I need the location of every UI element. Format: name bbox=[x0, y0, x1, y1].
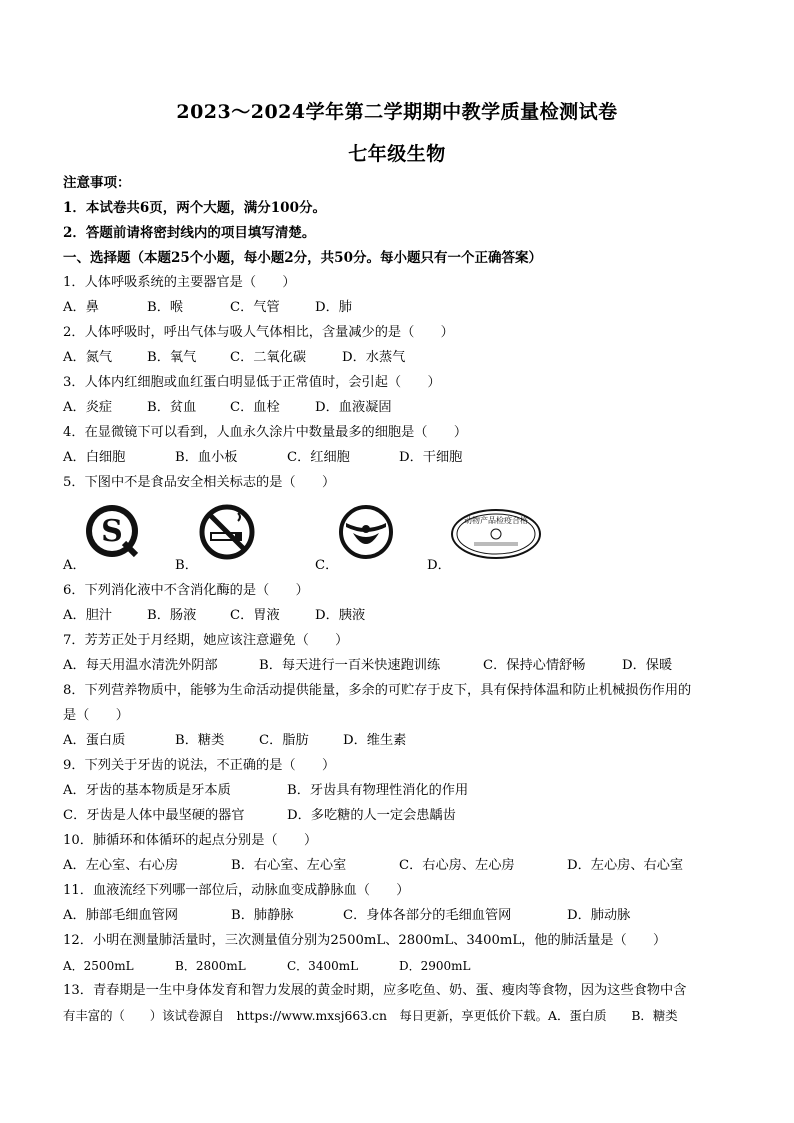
green-food-icon bbox=[337, 503, 395, 561]
option: C．气管 bbox=[230, 300, 280, 315]
quarantine-stamp-icon bbox=[450, 508, 542, 560]
question-text: 3．人体内红细胞或血红蛋白明显低于正常值时，会引起（ ） bbox=[63, 375, 441, 390]
option: C．3400mL bbox=[287, 959, 359, 973]
question-text: 13．青春期是一生中身体发育和智力发展的黄金时期，应多吃鱼、奶、蛋、瘦肉等食物，因为这些食物中含 bbox=[63, 983, 687, 998]
option: D．2900mL bbox=[399, 959, 471, 973]
question-text: 8．下列营养物质中，能够为生命活动提供能量，多余的可贮存于皮下，具有保持体温和防止机械损伤作用的 bbox=[63, 683, 692, 698]
option: A．每天用温水清洗外阴部 bbox=[63, 658, 218, 673]
note-item: 2．答题前请将密封线内的项目填写清楚。 bbox=[63, 225, 316, 241]
option: B．2800mL bbox=[175, 959, 246, 973]
option: C．二氧化碳 bbox=[230, 350, 307, 365]
option: A．鼻 bbox=[63, 300, 99, 315]
option: B．肺静脉 bbox=[231, 908, 294, 923]
option: A．左心室、右心房 bbox=[63, 858, 179, 873]
question-text: 1．人体呼吸系统的主要器官是（ ） bbox=[63, 275, 296, 290]
option: B．每天进行一百米快速跑训练 bbox=[259, 658, 441, 673]
stamp-text: 动物产品检疫合格 bbox=[464, 516, 528, 525]
option: B．牙齿具有物理性消化的作用 bbox=[287, 783, 469, 798]
option: D．维生素 bbox=[343, 733, 407, 748]
option: D．水蒸气 bbox=[342, 350, 406, 365]
svg-text:S: S bbox=[101, 514, 123, 549]
option: B．喉 bbox=[147, 300, 184, 315]
option: A．牙齿的基本物质是牙本质 bbox=[63, 783, 231, 798]
option: A．肺部毛细血管网 bbox=[63, 908, 179, 923]
option: D．胰液 bbox=[315, 608, 366, 623]
option: C．红细胞 bbox=[287, 450, 350, 465]
question-text: 2．人体呼吸时，呼出气体与吸人气体相比，含量减少的是（ ） bbox=[63, 325, 454, 340]
option-label: D． bbox=[427, 558, 451, 573]
option: B．右心室、左心室 bbox=[231, 858, 347, 873]
no-smoking-icon bbox=[198, 503, 256, 561]
page-subtitle: 七年级生物 bbox=[348, 143, 446, 165]
option: B．肠液 bbox=[147, 608, 197, 623]
option: A．胆汁 bbox=[63, 608, 113, 623]
option: A．氮气 bbox=[63, 350, 113, 365]
option: C．保持心情舒畅 bbox=[483, 658, 586, 673]
option: C．血栓 bbox=[230, 400, 280, 415]
note-item: 1．本试卷共6页，两个大题，满分100分。 bbox=[63, 200, 326, 216]
option: D．肺动脉 bbox=[567, 908, 631, 923]
page-title: 2023～2024学年第二学期期中教学质量检测试卷 bbox=[176, 101, 618, 123]
option-label: C． bbox=[315, 558, 339, 573]
option: D．干细胞 bbox=[399, 450, 463, 465]
option: D．血液凝固 bbox=[315, 400, 392, 415]
option: A．炎症 bbox=[63, 400, 113, 415]
question-text: 4．在显微镜下可以看到，人血永久涂片中数量最多的细胞是（ ） bbox=[63, 425, 468, 440]
notes-heading: 注意事项： bbox=[63, 175, 131, 191]
option: A．2500mL bbox=[63, 959, 134, 973]
option: C．胃液 bbox=[230, 608, 280, 623]
option: D．保暖 bbox=[622, 658, 673, 673]
option: A．蛋白质 bbox=[63, 733, 126, 748]
question-text: 6．下列消化液中不含消化酶的是（ ） bbox=[63, 583, 309, 598]
option: B．贫血 bbox=[147, 400, 197, 415]
option: B．血小板 bbox=[175, 450, 238, 465]
question-text: 10．肺循环和体循环的起点分别是（ ） bbox=[63, 833, 318, 848]
option: D．左心房、右心室 bbox=[567, 858, 684, 873]
option: A．白细胞 bbox=[63, 450, 126, 465]
question-text: 12．小明在测量肺活量时，三次测量值分别为2500mL、2800mL、3400mL，他的肺活量是（ ） bbox=[63, 933, 667, 948]
option: B．氧气 bbox=[147, 350, 197, 365]
option: C．牙齿是人体中最坚硬的器官 bbox=[63, 808, 245, 823]
question-text-cont: 有丰富的（ ）该试卷源自 https://www.mxsj663.cn 每日更新，享更低价下载。A．蛋白质 B．糖类 bbox=[63, 1008, 678, 1023]
option: C．脂肪 bbox=[259, 733, 309, 748]
option: B．糖类 bbox=[175, 733, 225, 748]
question-text: 11．血液流经下列哪一部位后，动脉血变成静脉血（ ） bbox=[63, 883, 410, 898]
question-text: 9．下列关于牙齿的说法，不正确的是（ ） bbox=[63, 758, 336, 773]
question-text: 7．芳芳正处于月经期，她应该注意避免（ ） bbox=[63, 633, 349, 648]
option-label: B． bbox=[175, 558, 198, 573]
option: D．肺 bbox=[315, 300, 352, 315]
option: C．身体各部分的毛细血管网 bbox=[343, 908, 512, 923]
question-text-cont: 是（ ） bbox=[63, 708, 129, 723]
question-text: 5．下图中不是食品安全相关标志的是（ ） bbox=[63, 475, 336, 490]
option: C．右心房、左心房 bbox=[399, 858, 515, 873]
qs-logo-icon bbox=[84, 503, 140, 559]
section-heading: 一、选择题（本题25个小题，每小题2分，共50分。每小题只有一个正确答案） bbox=[63, 250, 542, 266]
option-label: A． bbox=[63, 558, 86, 573]
option: D．多吃糖的人一定会患龋齿 bbox=[287, 808, 456, 823]
